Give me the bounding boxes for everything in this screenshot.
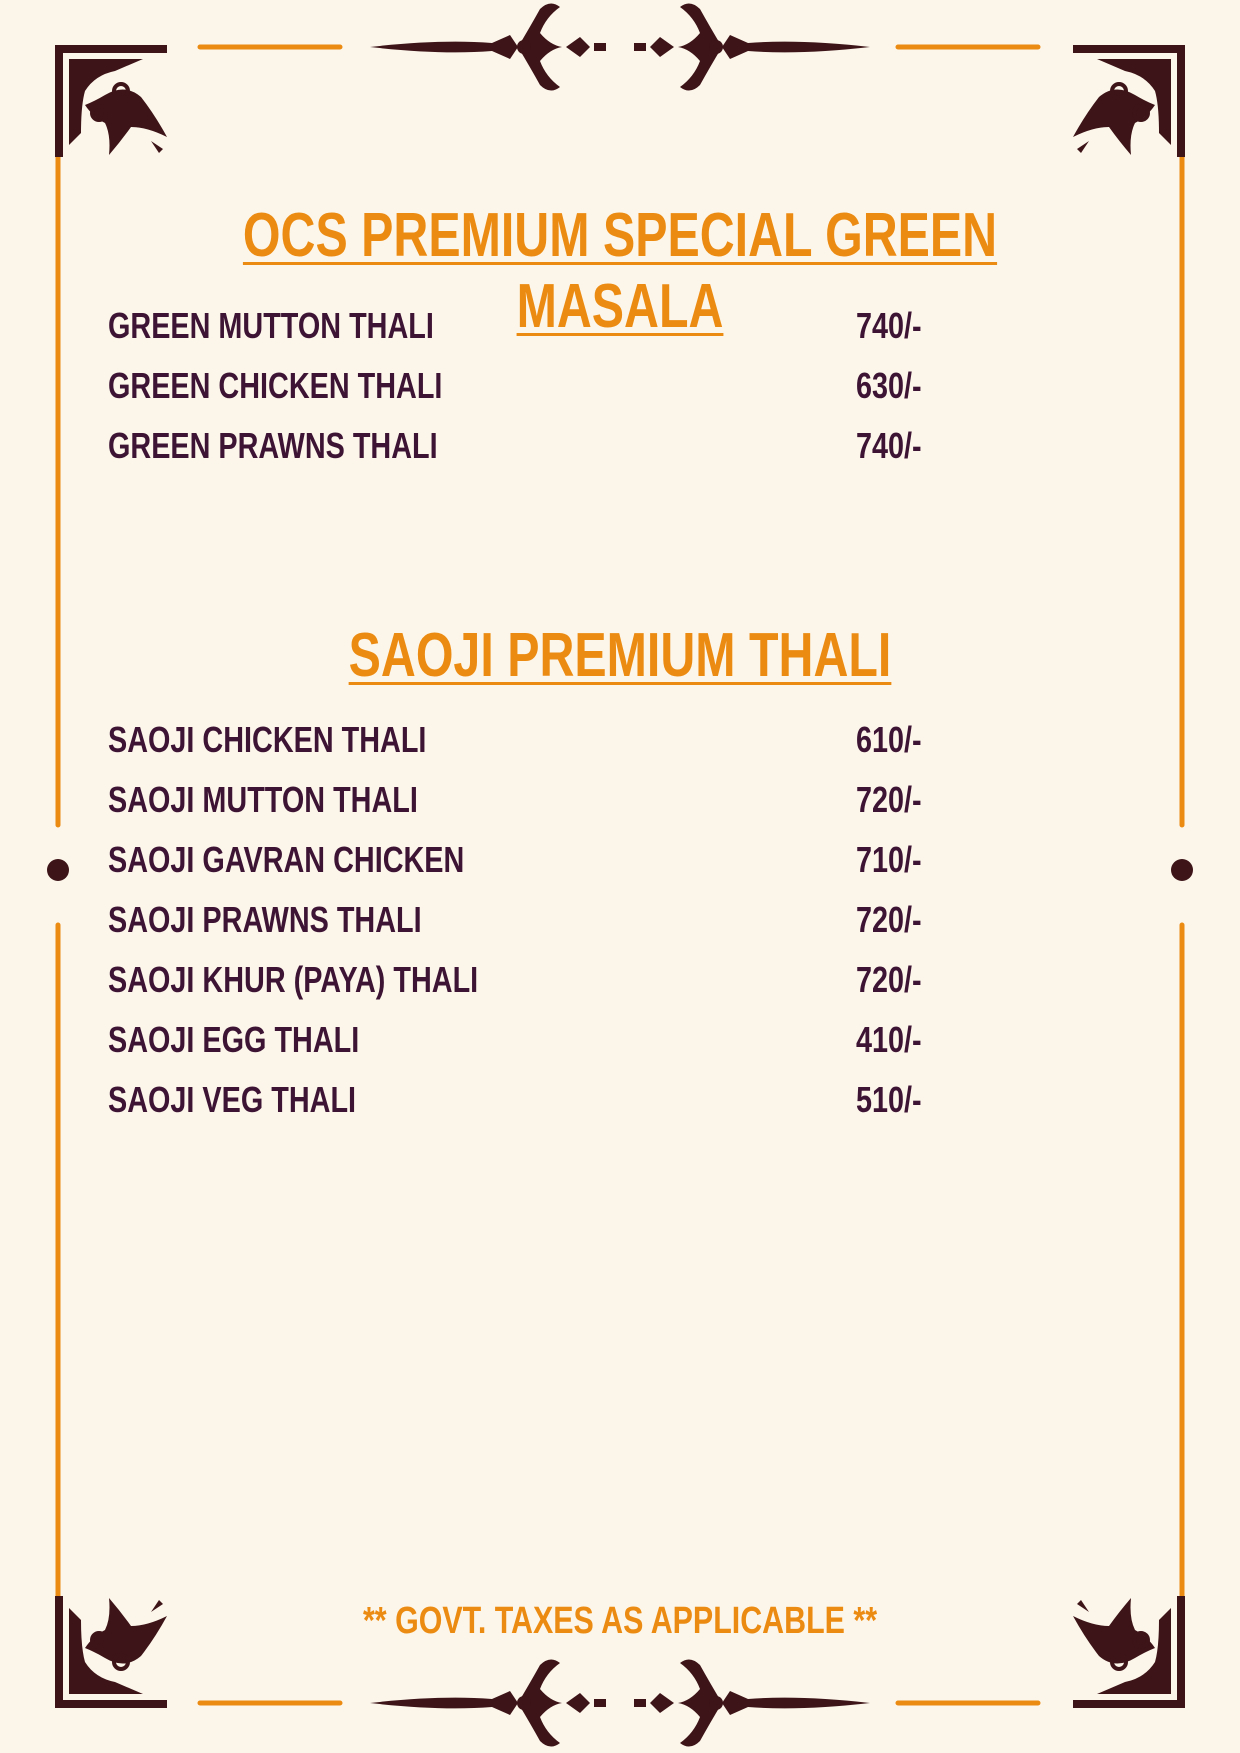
item-name: SAOJI PRAWNS THALI (108, 899, 422, 940)
item-name: GREEN CHICKEN THALI (108, 365, 443, 406)
corner-flourish-icon (1073, 45, 1185, 157)
taxes-note: ** GOVT. TAXES AS APPLICABLE ** (362, 1600, 878, 1642)
item-name: SAOJI KHUR (PAYA) THALI (108, 959, 479, 1000)
item-price: 720/- (856, 779, 922, 820)
item-price: 740/- (856, 305, 922, 346)
dot-icon (47, 859, 69, 881)
section-title-green-masala: OCS PREMIUM SPECIAL GREEN MASALA (242, 201, 998, 341)
item-name: GREEN MUTTON THALI (108, 305, 434, 346)
item-name: SAOJI MUTTON THALI (108, 779, 418, 820)
item-price: 630/- (856, 365, 922, 406)
menu-list-saoji (108, 718, 1008, 1138)
item-price: 710/- (856, 839, 922, 880)
item-price: 510/- (856, 1079, 922, 1120)
item-price: 610/- (856, 719, 922, 760)
menu-item (108, 364, 1008, 424)
item-price: 720/- (856, 959, 922, 1000)
scroll-divider-icon (370, 1659, 870, 1746)
item-name: SAOJI EGG THALI (108, 1019, 360, 1060)
item-price: 410/- (856, 1019, 922, 1060)
item-name: SAOJI CHICKEN THALI (108, 719, 427, 760)
menu-item (108, 898, 1008, 958)
menu-list-green-masala (108, 304, 1008, 484)
corner-flourish-icon (55, 45, 167, 157)
menu-item (108, 304, 1008, 364)
scroll-divider-icon (370, 3, 870, 90)
menu-item (108, 958, 1008, 1018)
section-title-saoji: SAOJI PREMIUM THALI (348, 621, 892, 690)
dot-icon (1171, 859, 1193, 881)
item-name: SAOJI GAVRAN CHICKEN (108, 839, 465, 880)
item-name: SAOJI VEG THALI (108, 1079, 357, 1120)
menu-item (108, 718, 1008, 778)
menu-item (108, 424, 1008, 484)
item-price: 740/- (856, 425, 922, 466)
menu-item (108, 778, 1008, 838)
menu-item (108, 1078, 1008, 1138)
item-price: 720/- (856, 899, 922, 940)
menu-item (108, 838, 1008, 898)
menu-item (108, 1018, 1008, 1078)
item-name: GREEN PRAWNS THALI (108, 425, 438, 466)
